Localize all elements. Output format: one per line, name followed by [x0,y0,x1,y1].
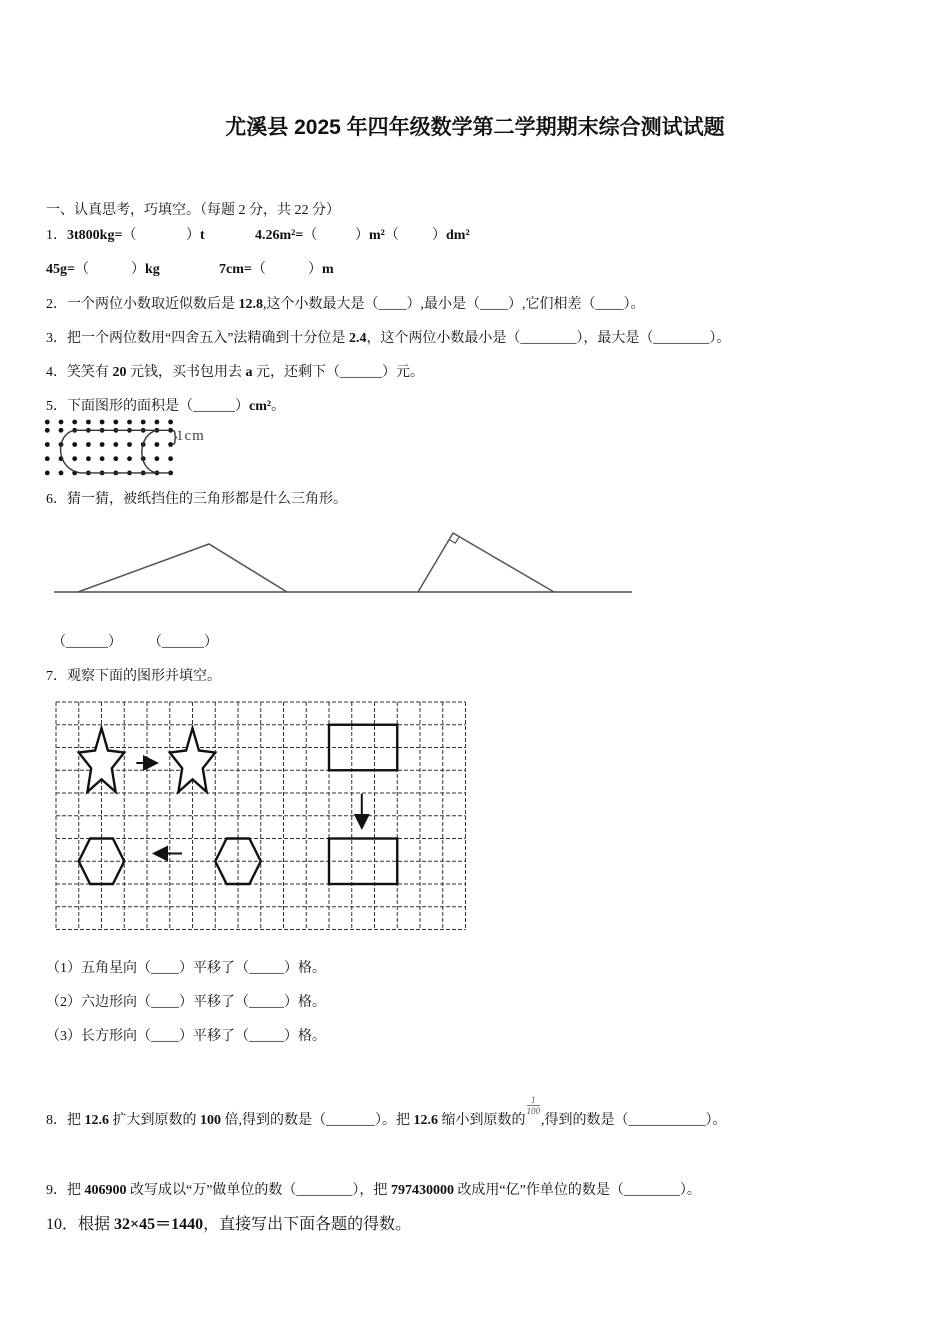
question-8: 8．把 12.6 扩大到原数的 100 倍,得到的数是（_______）。把 12.6 缩小到原数的 $\frac{1}{100}$ ,得到的数是（___________）。 [46,1095,727,1128]
grid-lines [56,702,466,930]
q1-part-b-unit-2: ）dm² [432,228,470,243]
q6-blank-2: （______） [148,635,218,650]
question-5: 5．下面图形的面积是（______）cm²。 [46,399,286,414]
question-7: 7．观察下面的图形并填空。 [46,669,221,684]
section-heading: 一、认真思考，巧填空。（每题 2 分，共 22 分） [46,203,340,218]
q1-part-d-unit: ）m [308,262,334,277]
question-2: 2．一个两位小数取近似数后是 12.8,这个小数最大是（____）,最小是（____）,它们相差（____）。 [46,297,645,312]
q1-part-b-unit-1: ）m²（ [355,228,399,243]
q1-part-a-unit: ）t [186,228,205,243]
question-9: 9．把 406900 改写成以“万”做单位的数（________），把 797430000 改成用“亿”作单位的数是（________）。 [46,1183,701,1198]
q1-part-a: 1．3t800kg=（ [46,228,137,243]
q1-part-b: 4.26m²=（ [255,228,318,243]
q7-item-2: （2）六边形向（____）平移了（_____）格。 [46,995,326,1010]
question-4: 4．笑笑有 20 元钱，买书包用去 a 元，还剩下（______）元。 [46,365,424,380]
fraction-one-hundredth: $\frac{1}{100}$ [526,1095,540,1116]
exam-title: 尤溪县 2025 年四年级数学第二学期期末综合测试试题 [225,116,725,139]
hidden-triangles-figure [40,525,640,600]
q1-part-c: 45g=（ [46,262,89,277]
q7-item-3: （3）长方形向（____）平移了（_____）格。 [46,1029,326,1044]
question-6: 6．猜一猜，被纸挡住的三角形都是什么三角形。 [46,492,347,507]
question-10: 10．根据 32×45＝1440，直接写出下面各题的得数。 [46,1216,412,1233]
question-3: 3．把一个两位数用“四舍五入”法精确到十分位是 2.4，这个两位小数最小是（________），最大是（________）。 [46,331,731,346]
q1-part-c-unit: ）kg [131,262,160,277]
q1-part-d: 7cm=（ [219,262,266,277]
unit-label: 1cm [176,428,205,444]
q6-blank-1: （______） [52,635,122,650]
grid-dots [45,420,173,425]
translation-grid [50,695,470,935]
right-triangle [418,533,554,592]
q7-item-1: （1）五角星向（____）平移了（_____）格。 [46,961,326,976]
obtuse-triangle [78,544,287,592]
shape-outline [61,430,177,473]
